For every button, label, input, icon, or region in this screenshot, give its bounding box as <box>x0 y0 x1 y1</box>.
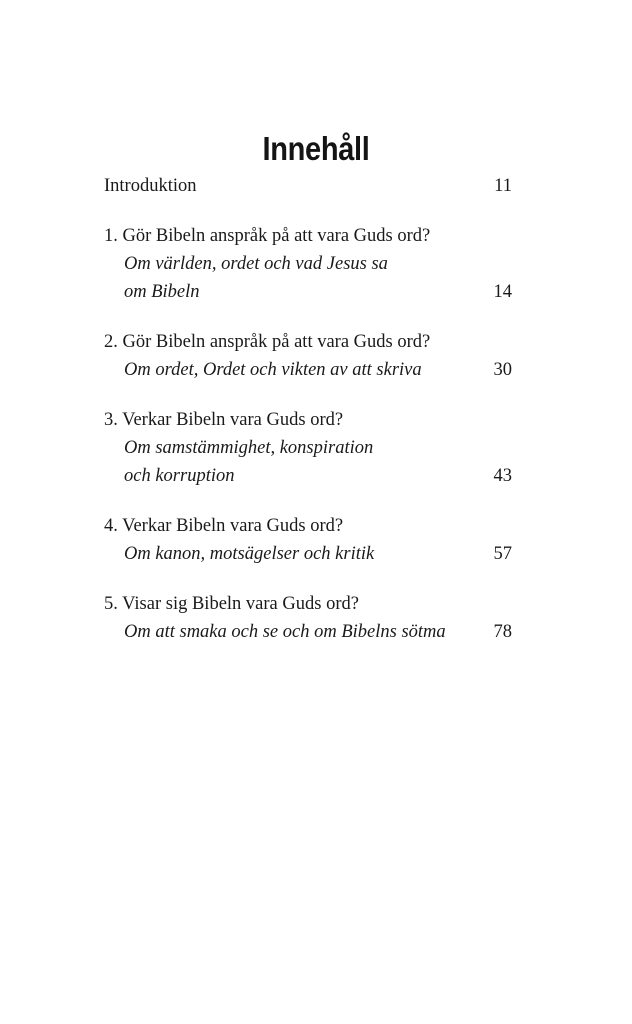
toc-heading-line <box>104 406 512 434</box>
toc-subtitle-text: Om ordet, Ordet och vikten av att skriva <box>124 360 422 380</box>
toc-entry-chapter-5[interactable] <box>104 590 512 646</box>
toc-heading-text: Introduktion <box>104 176 197 196</box>
toc-heading-line <box>104 222 512 250</box>
toc-subtitle-line <box>104 250 512 278</box>
toc-subtitle-text: Om samstämmighet, konspiration <box>124 438 374 458</box>
toc-heading-text: 2. Gör Bibeln anspråk på att vara Guds ord? <box>104 332 431 352</box>
toc-subtitle-text: om Bibeln <box>124 282 200 302</box>
toc-subtitle-line <box>104 540 512 568</box>
toc-page-number: 78 <box>493 622 512 642</box>
toc-page-number: 43 <box>493 466 512 486</box>
toc-page-number: 11 <box>494 176 512 196</box>
toc-heading-text: 1. Gör Bibeln anspråk på att vara Guds ord? <box>104 226 431 246</box>
toc-entry-introduktion[interactable] <box>104 172 512 200</box>
toc-subtitle-line <box>104 618 512 646</box>
toc-subtitle-text: och korruption <box>124 466 235 486</box>
toc-heading-line <box>104 590 512 618</box>
toc-heading-text: 5. Visar sig Bibeln vara Guds ord? <box>104 594 359 614</box>
toc-heading-text: 3. Verkar Bibeln vara Guds ord? <box>104 410 344 430</box>
toc-subtitle-line <box>104 356 512 384</box>
toc-entry-chapter-3[interactable] <box>104 406 512 490</box>
toc-subtitle-line <box>104 462 512 490</box>
toc-page-number: 14 <box>493 282 512 302</box>
toc-entry-chapter-4[interactable] <box>104 512 512 568</box>
toc-heading-text: 4. Verkar Bibeln vara Guds ord? <box>104 516 344 536</box>
toc-subtitle-text: Om världen, ordet och vad Jesus sa <box>124 254 388 274</box>
toc-entry-chapter-2[interactable] <box>104 328 512 384</box>
toc-heading-line <box>104 328 512 356</box>
toc-page-number: 30 <box>493 360 512 380</box>
toc-entry-chapter-1[interactable] <box>104 222 512 306</box>
table-of-contents-list <box>104 172 512 646</box>
toc-subtitle-line <box>104 278 512 306</box>
toc-subtitle-text: Om kanon, motsägelser och kritik <box>124 544 375 564</box>
toc-heading-line <box>104 172 512 200</box>
toc-page-number: 57 <box>493 544 512 564</box>
page-title: Innehåll <box>262 130 370 168</box>
toc-heading-line <box>104 512 512 540</box>
toc-subtitle-line <box>104 434 512 462</box>
toc-subtitle-text: Om att smaka och se och om Bibelns sötma <box>124 622 446 642</box>
